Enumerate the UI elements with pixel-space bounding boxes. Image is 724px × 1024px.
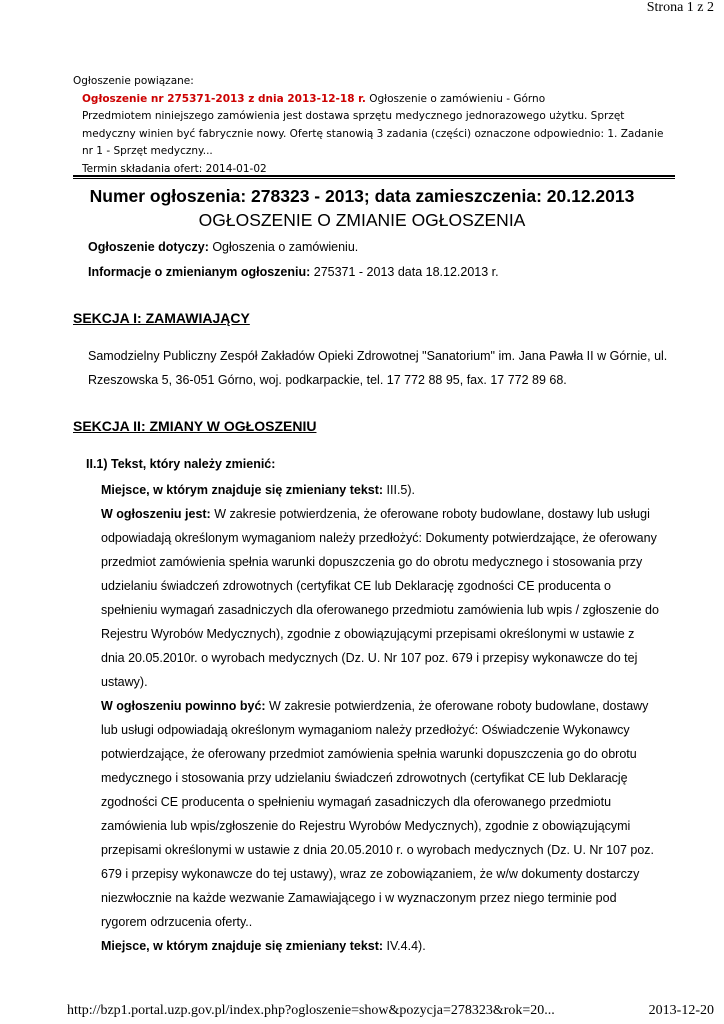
section1-text: Samodzielny Publiczny Zespół Zakładów Opieki Zdrowotnej "Sanatorium" im. Jana Pawła II w Górnie, ul. Rzeszowska 5, 36-051 Górno, woj. podkarpackie, tel. 17 772 88 95, fax. 17 772 89 68.: [88, 349, 668, 387]
place2-label: Miejsce, w którym znajduje się zmieniany tekst:: [101, 939, 384, 953]
notice-changed-label: Informacje o zmienianym ogłoszeniu:: [88, 265, 311, 279]
is-label: W ogłoszeniu jest:: [101, 507, 211, 521]
notice-concerns-value: Ogłoszenia o zamówieniu.: [208, 240, 359, 254]
related-notice: [73, 73, 673, 178]
related-label: Ogłoszenie powiązane:: [73, 75, 194, 87]
section2-title: SEKCJA II: ZMIANY W OGŁOSZENIU: [73, 418, 317, 434]
should-value: W zakresie potwierdzenia, że oferowane roboty budowlane, dostawy lub usługi odpowiadają określonym wymaganiom należy przedłożyć: Oświadczenie Wykonawcy potwierdzające, że oferowany przedmiot zamówienia spełnia warunki dopuszczenia go do obrotu medycznego i stosowania przy udzielaniu świadczeń zdrowotnych (certyfikat CE lub Deklarację zgodności CE producenta o spełnieniu wymagań zasadniczych dla oferowanego przedmiotu zamówienia lub wpis/zgłoszenie do Rejestru Wyrobów Medycznych), zgodnie z obowiązującymi przepisami określonymi w ustawie z dnia 20.05.2010 r. o wyrobach medycznych (Dz. U. Nr 107 poz. 679 i przepisy wykonawcze do tej ustawy), wraz ze zobowiązaniem, że w/w dokumenty dostarczy niezwłocznie na każde wezwanie Zamawiającego i w wyznaczonym przez niego terminie pod rygorem odrzucenia oferty..: [101, 699, 655, 929]
is-paragraph: [101, 502, 661, 694]
divider: [73, 175, 675, 179]
related-notice-link[interactable]: Ogłoszenie nr 275371-2013 z dnia 2013-12-18 r.: [82, 92, 366, 105]
is-value: W zakresie potwierdzenia, że oferowane roboty budowlane, dostawy lub usługi odpowiadają określonym wymaganiom należy przedłożyć: Dokumenty potwierdzające, że oferowany przedmiot zamówienia spełnia warunki dopuszczenia go do obrotu medycznego i stosowania przy udzielaniu świadczeń zdrowotnych (certyfikat CE lub Deklarację zgodności CE producenta o spełnieniu wymagań zasadniczych dla oferowanego przedmiotu zamówienia lub wpis / zgłoszenie do Rejestru Wyrobów Medycznych), zgodnie z obowiązującymi przepisami określonymi w ustawie z dnia 20.05.2010r. o wyrobach medycznych (Dz. U. Nr 107 poz. 679 i przepisy wykonawcze do tej ustawy).: [101, 507, 659, 689]
related-link-suffix: Ogłoszenie o zamówieniu - Górno: [365, 92, 546, 105]
page-counter: Strona 1 z 2: [646, 0, 714, 15]
place2-value: IV.4.4).: [383, 939, 426, 953]
notice-changed: [88, 265, 499, 279]
should-label: W ogłoszeniu powinno być:: [101, 699, 266, 713]
place2-line: [101, 934, 661, 958]
place-line: [101, 478, 661, 502]
related-deadline: Termin składania ofert: 2014-01-02: [82, 162, 267, 175]
place-value: III.5).: [383, 483, 415, 497]
related-desc-line: medyczny winien być fabrycznie nowy. Ofertę stanowią 3 zadania (części) oznaczone odpowiednio: 1. Zadanie: [82, 127, 664, 140]
notice-title: Numer ogłoszenia: 278323 - 2013; data zamieszczenia: 20.12.2013: [89, 186, 635, 206]
related-desc-line: Przedmiotem niniejszego zamówienia jest dostawa sprzętu medycznego jednorazowego użytku. Sprzęt: [82, 110, 625, 122]
notice-subtitle: OGŁOSZENIE O ZMIANIE OGŁOSZENIA: [198, 210, 526, 230]
place-label: Miejsce, w którym znajduje się zmieniany tekst:: [101, 483, 384, 497]
notice-concerns-label: Ogłoszenie dotyczy:: [88, 240, 209, 254]
section2-body: [101, 478, 661, 958]
footer-date: 2013-12-20: [648, 1003, 714, 1018]
section1-title: SEKCJA I: ZAMAWIAJĄCY: [73, 310, 250, 326]
related-link-line: [73, 91, 673, 109]
related-desc-line: nr 1 - Sprzęt medyczny...: [82, 145, 213, 157]
notice-concerns: [88, 240, 358, 254]
footer-url[interactable]: http://bzp1.portal.uzp.gov.pl/index.php?ogloszenie=show&pozycja=278323&rok=20...: [67, 1003, 555, 1018]
notice-changed-value: 275371 - 2013 data 18.12.2013 r.: [310, 265, 499, 279]
should-paragraph: [101, 694, 661, 934]
section2-question-title: II.1) Tekst, który należy zmienić:: [86, 457, 276, 471]
